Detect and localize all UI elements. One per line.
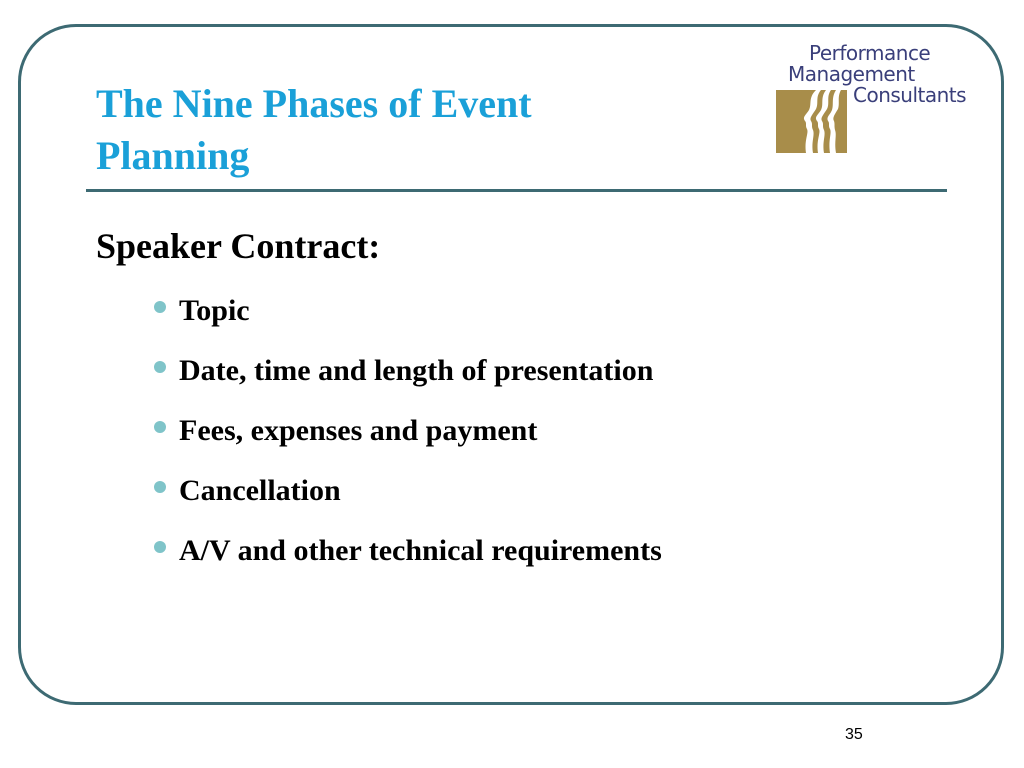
company-logo <box>776 40 986 156</box>
profile-faces-icon <box>776 90 847 153</box>
bullet-text: Topic <box>179 294 250 327</box>
bullet-text: Cancellation <box>179 474 341 507</box>
logo-text-line-1: Performance <box>809 41 931 65</box>
slide-title: The Nine Phases of Event Planning <box>96 81 532 178</box>
bullet-dot-icon <box>154 481 166 493</box>
bullet-dot-icon <box>154 421 166 433</box>
logo-text-line-3: Consultants <box>853 83 967 107</box>
logo-text-line-2: Management <box>788 62 915 86</box>
bullet-dot-icon <box>154 361 166 373</box>
title-divider <box>86 189 947 192</box>
page-number: 35 <box>845 726 863 743</box>
bullet-text: Date, time and length of presentation <box>179 354 654 387</box>
bullet-dot-icon <box>154 301 166 313</box>
section-heading: Speaker Contract: <box>96 226 381 266</box>
bullet-text: Fees, expenses and payment <box>179 414 538 447</box>
bullet-text: A/V and other technical requirements <box>179 534 662 567</box>
bullet-dot-icon <box>154 541 166 553</box>
